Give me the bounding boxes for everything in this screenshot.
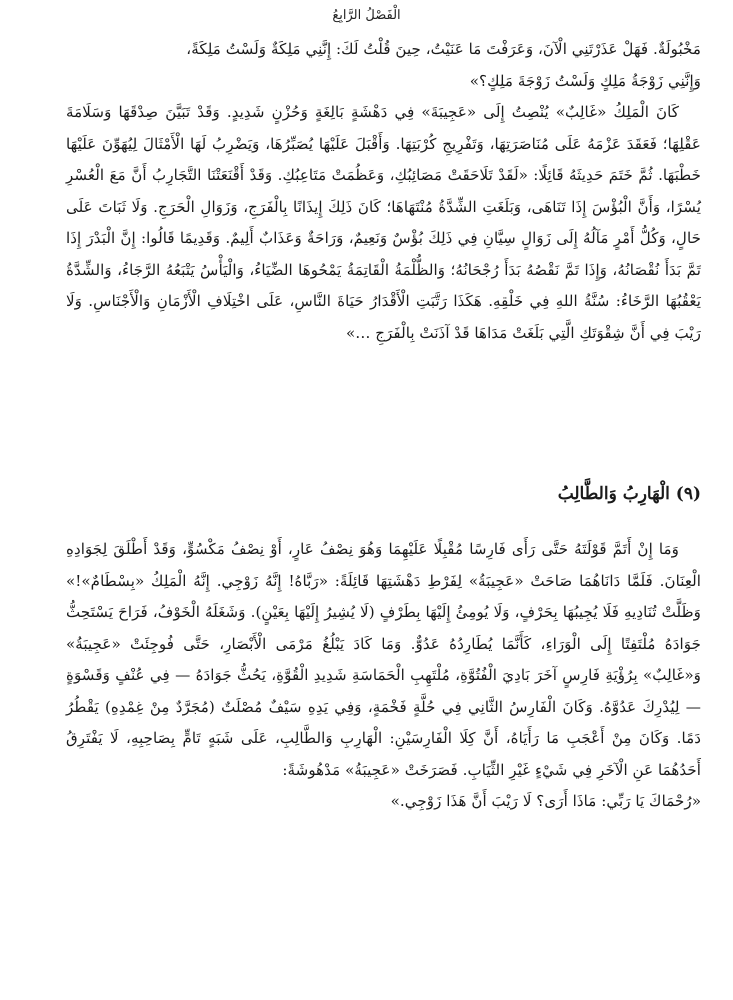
body-line: مَخْبُولَةٌ. فَهَلْ عَذَرْتَنِي الْآنَ، وَعَرَفْتَ مَا عَنَيْتُ، حِينَ قُلْتُ لَكَ: إِنَّنِي مَلِكَةٌ وَلَسْتُ مَلِكَةً، [186, 40, 701, 58]
body-line: وَإِنَّنِي زَوْجَةُ مَلِكٍ وَلَسْتُ زَوْجَةَ مَلِكٍ؟» [469, 71, 701, 90]
text-block-section-9 [66, 534, 701, 818]
text-block-chapter-continuation [66, 34, 701, 349]
body-paragraph: «رُحْمَاكَ يَا رَبِّي: مَاذَا أَرَى؟ لَا رَيْبَ أَنَّ هَذَا زَوْجِي.» [390, 792, 701, 810]
body-paragraph: كَانَ الْمَلِكُ «غَالِبٌ» يُنْصِتُ إِلَى «عَجِيبَةَ» فِي دَهْشَةٍ بَالِغَةٍ وَحُزْنٍ شَدِيدٍ. وَقَدْ تَبَيَّنَ صِدْقَهَا وَسَلَامَةَ عَقْلِهَا؛ فَعَقَدَ عَزْمَهُ عَلَى مُنَاصَرَتِهَا، وَتَفْرِيجِ كُرْبَتِهَا. وَأَقْبَلَ عَلَيْهَا يُصَبِّرُهَا، وَيَضْرِبُ لَهَا الْأَمْثَالَ لِيُهَوِّنَ عَلَيْهَا خَطْبَهَا. ثُمَّ خَتَمَ حَدِيثَهُ قَائِلًا: «لَقَدْ تَلَاحَقَتْ مَصَائِبُكِ، وَعَظُمَتْ مَتَاعِبُكِ. وَقَدْ أَقْنَعَتْنَا التَّجَارِبُ أَنَّ مَعَ الْعُسْرِ يُسْرًا، وَأَنَّ الْبُؤْسَ إِذَا تَنَاهَى، وَبَلَغَتِ الشِّدَّةُ مُنْتَهَاهَا؛ كَانَ ذَلِكَ إِيذَانًا بِالْفَرَجِ، وَزَوَالِ الْحَرَجِ. وَلَا ثَبَاتَ عَلَى حَالٍ، وَكُلُّ أَمْرٍ مَآلُهُ إِلَى زَوَالٍ سِيَّانِ فِي ذَلِكَ بُؤْسٌ وَنَعِيمٌ، وَرَاحَةٌ وَعَذَابٌ أَلِيمٌ. وَقَدِيمًا قَالُوا: إِنَّ الْبَدْرَ إِذَا تَمَّ بَدَأَ نُقْصَانُهُ، وَإِذَا تَمَّ نَقْصُهُ بَدَأَ رُجْحَانُهُ؛ وَالظُّلْمَةُ الْقَاتِمَةُ يَمْحُوهَا الضِّيَاءُ، وَالْيَأْسُ يَتْبَعُهُ الرَّجَاءُ، وَالشِّدَّةُ يَعْقُبُهَا الرَّخَاءُ: سُنَّةُ اللهِ فِي خَلْقِهِ. هَكَذَا رَتَّبَتِ الْأَقْدَارُ حَيَاةَ النَّاسِ، عَلَى اخْتِلَافِ الْأَزْمَانِ وَالْأَجْنَاسِ. وَلَا رَيْبَ فِي أَنَّ شِقْوَتَكِ الَّتِي بَلَغَتْ مَدَاهَا قَدْ آذَنَتْ بِالْفَرَجِ …» [66, 103, 701, 342]
running-header: الْفَصْلُ الرَّابِعُ [332, 8, 401, 23]
body-paragraph: وَمَا إِنْ أَتَمَّ قَوْلَتَهُ حَتَّى رَأَى فَارِسًا مُقْبِلًا عَلَيْهِمَا وَهُوَ نِصْفُ عَارٍ، أَوْ نِصْفُ مَكْسُوٍّ، وَقَدْ أَطْلَقَ لِجَوَادِهِ الْعِنَانَ. فَلَمَّا دَانَاهُمَا صَاحَتْ «عَجِيبَةُ» لِفَرْطِ دَهْشَتِهَا قَائِلَةً: «رَبَّاهُ! إِنَّهُ زَوْجِي. إِنَّهُ الْمَلِكُ «بِسْطَامٌ»!» وَظَلَّتْ تُنَادِيهِ فَلَا يُجِيبُهَا بِحَرْفٍ، وَلَا يُومِئُ إِلَيْهَا بِطَرْفٍ (لَا يُشِيرُ إِلَيْهَا بِعَيْنٍ). وَشَغَلَهُ الْخَوْفُ، فَرَاحَ يَسْتَحِثُّ جَوَادَهُ مُلْتَفِتًا إِلَى الْوَرَاءِ، كَأَنَّمَا يُطَارِدُهُ عَدُوٌّ. وَمَا كَادَ يَبْلُغُ مَرْمَى الْأَبْصَارِ، حَتَّى فُوجِئَتْ «عَجِيبَةُ» وَ«غَالِبٌ» بِرُؤْيَةِ فَارِسٍ آخَرَ بَادِيَ الْفُتُوَّةِ، مُلْتَهِبِ الْحَمَاسَةِ شَدِيدِ الْقُوَّةِ، يَحُثُّ جَوَادَهُ — فِي عُنْفٍ وَقَسْوَةٍ — لِيُدْرِكَ عَدُوَّهُ. وَكَانَ الْفَارِسُ الثَّانِي فِي حُلَّةٍ فَخْمَةٍ، وَفِي يَدِهِ سَيْفٌ مُصْلَتٌ (مُجَرَّدٌ مِنْ غِمْدِهِ) يَقْطُرُ دَمًا. وَكَانَ مِنْ أَعْجَبِ مَا رَأَيَاهُ، أَنَّ كِلَا الْفَارِسَيْنِ: الْهَارِبِ وَالطَّالِبِ، عَلَى شَبَهٍ تَامٍّ بِصَاحِبِهِ، لَا يَفْتَرِقُ أَحَدُهُمَا عَنِ الْآخَرِ فِي شَيْءٍ غَيْرِ الثِّيَابِ. فَصَرَخَتْ «عَجِيبَةُ» مَدْهُوشَةً: [66, 540, 701, 779]
section-heading: (٩) الْهَارِبُ وَالطَّالِبُ [557, 484, 701, 504]
